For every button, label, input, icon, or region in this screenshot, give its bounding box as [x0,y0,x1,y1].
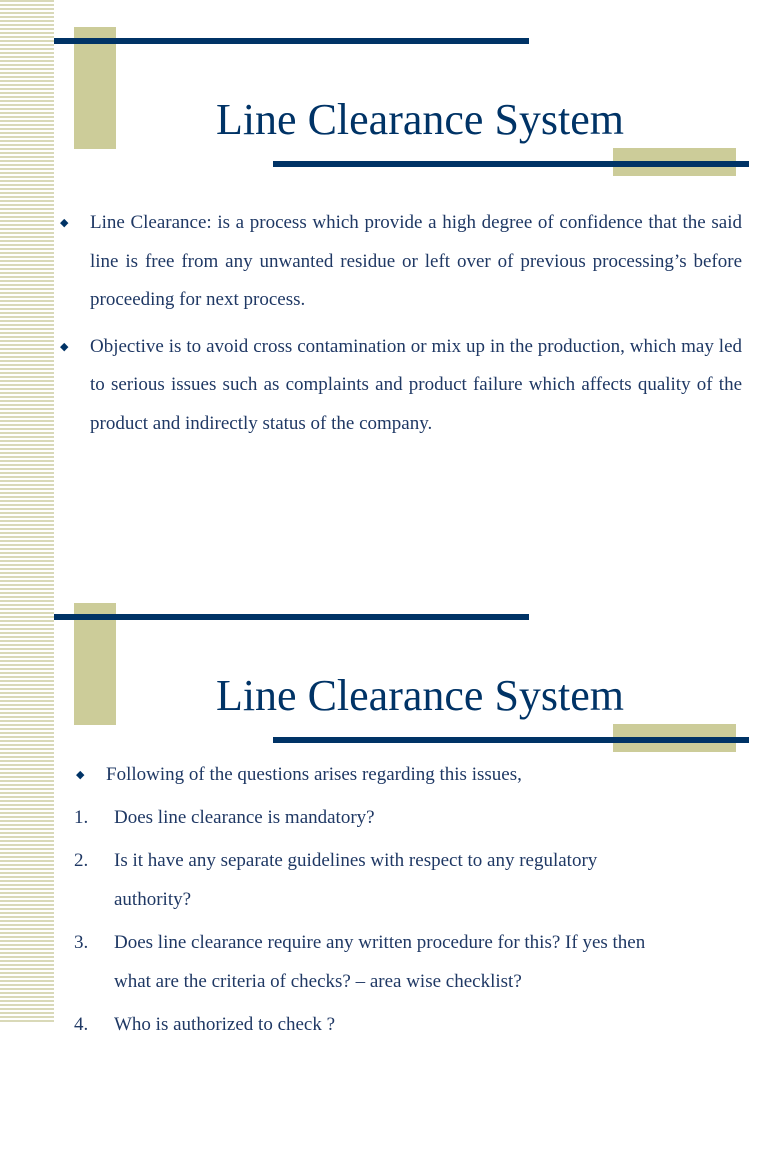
item-text: Who is authorized to check ? [114,1014,336,1035]
item-number: 2. [74,850,89,871]
item-number: 1. [74,806,89,828]
slide-title: Line Clearance System [215,95,625,144]
bullet-item [74,756,674,795]
diamond-bullet-icon: ◆ [60,217,69,229]
slide-content [58,204,742,451]
numbered-item [74,1006,674,1045]
bullet-text: Line Clearance: is a process which provide a high degree of confidence that the said line is free from any unwanted residue or left over of previous processing’s before proceeding for next process. [90,212,742,310]
decorative-line-top [54,38,529,44]
numbered-item [74,842,674,919]
diamond-bullet-icon: ◆ [60,340,69,353]
item-text: Is it have any separate guidelines with respect to any regulatory authority? [114,850,598,910]
decorative-block-top [74,27,116,149]
bullet-text: Following of the questions arises regarding this issues, [106,764,522,785]
slide-2 [0,576,768,1152]
diamond-bullet-icon: ◆ [76,769,85,781]
slide-content [74,756,674,1050]
bullet-text: Objective is to avoid cross contamination or mix up in the production, which may led to serious issues such as complaints and product failure which affects quality of the product and indirectly status of the company. [90,335,742,434]
numbered-item [74,924,674,1001]
item-text: Does line clearance require any written procedure for this? If yes then what are the criteria of checks? – area wise checklist? [114,932,646,992]
numbered-item [74,799,674,838]
bullet-item [58,204,742,320]
item-number: 4. [74,1014,89,1035]
bullet-item [58,328,742,444]
decorative-line-bottom [273,737,749,743]
decorative-line-bottom [273,161,749,167]
decorative-block-top [74,603,116,725]
item-number: 3. [74,932,89,953]
decorative-line-top [54,614,529,620]
item-text: Does line clearance is mandatory? [114,806,375,828]
slide-title: Line Clearance System [215,671,625,720]
